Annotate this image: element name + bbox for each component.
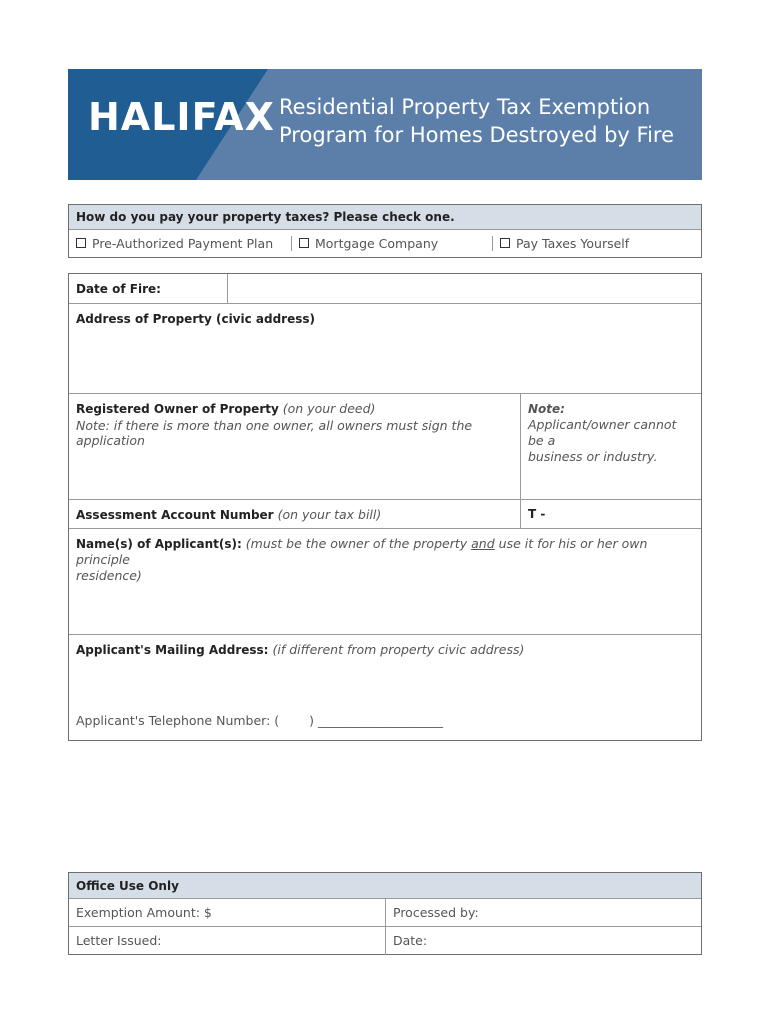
option-pre-authorized[interactable] — [69, 236, 291, 251]
applicants-sub-c: residence) — [76, 568, 142, 583]
mailing-address-field[interactable] — [69, 635, 701, 740]
option-pay-yourself[interactable] — [492, 236, 701, 251]
owner-row — [69, 393, 701, 499]
checkbox-icon[interactable] — [500, 238, 510, 248]
phone-line: ____________________ — [318, 713, 443, 728]
address-row[interactable] — [69, 303, 701, 393]
option-label: Pay Taxes Yourself — [516, 236, 630, 251]
option-label: Mortgage Company — [315, 236, 439, 251]
office-title: Office Use Only — [76, 878, 179, 893]
property-details-section — [68, 273, 702, 741]
option-mortgage-company[interactable] — [291, 236, 492, 251]
form-title-line-2: Program for Homes Destroyed by Fire — [279, 123, 675, 147]
account-label: Assessment Account Number — [76, 507, 274, 522]
owner-side-note — [520, 394, 701, 499]
side-note-line-2: business or industry. — [528, 449, 658, 464]
address-label: Address of Property (civic address) — [76, 312, 316, 326]
account-sub: (on your tax bill) — [277, 506, 382, 522]
office-row-2 — [69, 926, 701, 954]
checkbox-icon[interactable] — [299, 238, 309, 248]
form-title — [279, 93, 674, 149]
owner-label: Registered Owner of Property — [76, 402, 279, 416]
applicants-field[interactable] — [69, 529, 701, 634]
mailing-sub: (if different from property civic address) — [272, 642, 525, 657]
date-of-fire-label: Date of Fire: — [76, 281, 161, 296]
applicants-sub-b: use it for his or her own principle — [76, 536, 648, 567]
date-of-fire-row — [69, 274, 701, 303]
mailing-address-row[interactable] — [69, 634, 701, 740]
mailing-label: Applicant's Mailing Address: — [76, 643, 269, 657]
applicants-label: Name(s) of Applicant(s): — [76, 537, 242, 551]
owner-sub: (on your deed) — [282, 401, 376, 416]
applicants-row[interactable] — [69, 528, 701, 634]
side-note-line-1: Applicant/owner cannot be a — [528, 417, 677, 448]
payment-method-section — [68, 204, 702, 258]
option-label: Pre-Authorized Payment Plan — [92, 236, 274, 251]
account-prefix[interactable]: T - — [520, 500, 701, 529]
owner-note: Note: if there is more than one owner, all owners must sign the application — [76, 418, 473, 448]
form-title-line-1: Residential Property Tax Exemption — [279, 95, 651, 119]
account-number-row — [69, 499, 701, 528]
payment-question-row — [69, 205, 701, 229]
side-note-title: Note: — [528, 402, 565, 416]
checkbox-icon[interactable] — [76, 238, 86, 248]
payment-question: How do you pay your property taxes? Please check one. — [76, 210, 455, 224]
header-banner — [68, 69, 702, 180]
letter-issued-label: Letter Issued: — [76, 933, 162, 948]
account-number-field[interactable] — [69, 507, 520, 522]
owner-field[interactable] — [69, 394, 520, 499]
halifax-logo: HALIFAX — [88, 95, 275, 139]
payment-options-row — [69, 229, 701, 257]
date-of-fire-field[interactable] — [227, 274, 701, 303]
office-title-row — [69, 873, 701, 898]
applicants-sub-and: and — [471, 536, 495, 551]
phone-label: Applicant's Telephone Number: ( — [76, 713, 280, 728]
phone-close: ) — [309, 713, 315, 728]
exemption-amount-label: Exemption Amount: $ — [76, 905, 212, 920]
date-label: Date: — [385, 927, 701, 955]
application-form — [68, 69, 702, 948]
office-use-section — [68, 872, 702, 955]
office-row-1 — [69, 898, 701, 926]
processed-by-label: Processed by: — [385, 899, 701, 927]
applicants-sub-a: (must be the owner of the property — [245, 536, 468, 551]
phone-number-field[interactable] — [76, 713, 443, 728]
